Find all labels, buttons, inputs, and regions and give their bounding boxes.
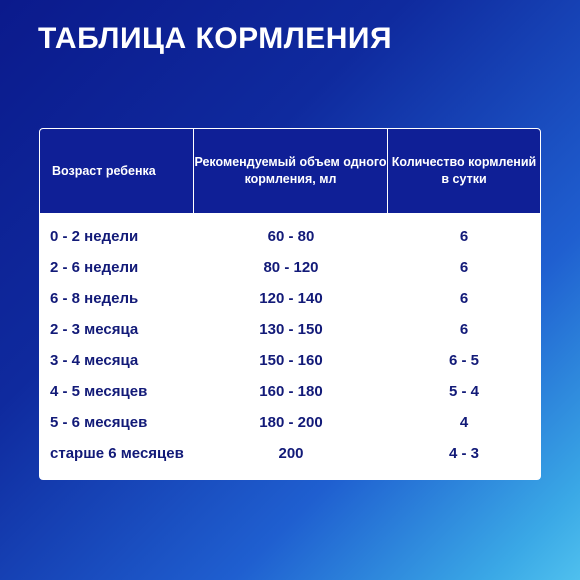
cell-count: 6: [459, 259, 469, 276]
page-title: ТАБЛИЦА КОРМЛЕНИЯ: [38, 22, 393, 55]
cell-volume: 60 - 80: [267, 228, 315, 245]
cell-age: 0 - 2 недели: [50, 228, 139, 245]
cell-volume: 80 - 120: [263, 259, 319, 276]
header-count: Количество кормлений в сутки: [391, 155, 537, 186]
table-header: [40, 129, 540, 213]
cell-volume: 160 - 180: [259, 383, 323, 400]
cell-age: старше 6 месяцев: [50, 445, 184, 462]
cell-count: 6 - 5: [448, 352, 479, 369]
table-row: [40, 376, 540, 407]
cell-count: 6: [459, 290, 469, 307]
cell-volume: 200: [278, 445, 304, 462]
cell-age: 2 - 3 месяца: [50, 321, 139, 338]
table-row: [40, 314, 540, 345]
header-age: Возраст ребенка: [40, 129, 194, 213]
cell-volume: 130 - 150: [259, 321, 323, 338]
table-body: [40, 213, 540, 469]
cell-age: 3 - 4 месяца: [50, 352, 139, 369]
cell-age: 6 - 8 недель: [50, 290, 139, 307]
cell-age: 5 - 6 месяцев: [50, 414, 148, 431]
header-volume: Рекомендуемый объем одного кормления, мл: [194, 129, 388, 213]
table-row: [40, 252, 540, 283]
table-row: [40, 438, 540, 469]
table-row: [40, 345, 540, 376]
table-row: [40, 407, 540, 438]
cell-volume: 150 - 160: [259, 352, 323, 369]
cell-volume: 120 - 140: [259, 290, 323, 307]
cell-count: 4 - 3: [448, 445, 479, 462]
cell-count: 6: [459, 228, 469, 245]
feeding-table: [39, 128, 541, 480]
cell-count: 5 - 4: [448, 383, 479, 400]
cell-age: 4 - 5 месяцев: [50, 383, 148, 400]
cell-volume: 180 - 200: [259, 414, 323, 431]
table-row: [40, 221, 540, 252]
cell-count: 6: [459, 321, 469, 338]
cell-age: 2 - 6 недели: [50, 259, 139, 276]
cell-count: 4: [459, 414, 469, 431]
table-row: [40, 283, 540, 314]
